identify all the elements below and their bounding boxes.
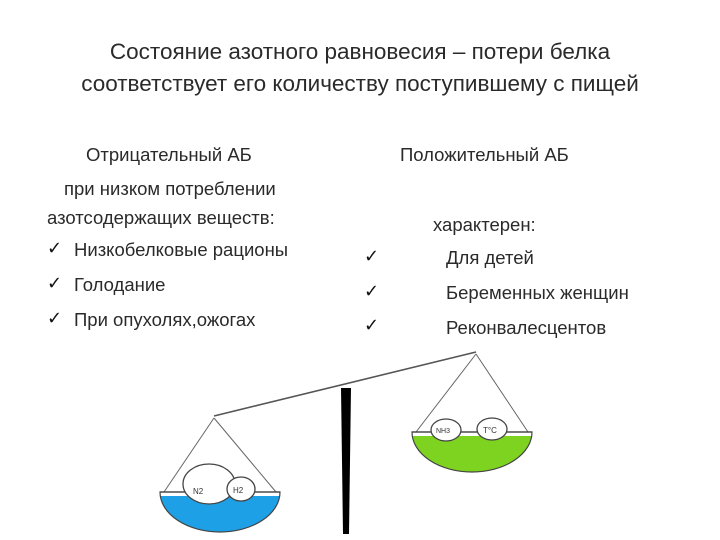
title-line-1: Состояние азотного равновесия – потери белка — [109, 39, 611, 64]
check-icon: ✓ — [364, 246, 380, 267]
negative-item-1: Низкобелковые рационы — [74, 239, 289, 260]
positive-item-2: Беременных женщин — [446, 282, 629, 303]
right-pan-liquid — [412, 436, 532, 476]
h2-label: H2 — [233, 486, 244, 495]
positive-heading: Положительный АБ — [400, 144, 569, 165]
scale-stand — [341, 388, 351, 534]
positive-item-1: Для детей — [446, 247, 534, 268]
negative-heading: Отрицательный АБ — [86, 144, 252, 165]
nh3-label: NH3 — [436, 428, 451, 435]
n2-molecule-circle — [183, 464, 235, 504]
temperature-label: T°C — [483, 426, 497, 435]
check-icon: ✓ — [364, 281, 380, 302]
n2-label: N2 — [193, 487, 204, 496]
negative-item-3: При опухолях,ожогах — [74, 309, 256, 330]
check-icon: ✓ — [364, 315, 380, 336]
positive-item-3: Реконвалесцентов — [446, 317, 607, 338]
title-line-2: соответствует его количеству поступившему с пищей — [81, 71, 639, 96]
negative-condition-line-2: азотсодержащих веществ: — [47, 207, 275, 228]
left-pan — [160, 418, 280, 536]
check-icon: ✓ — [47, 273, 63, 294]
check-icon: ✓ — [47, 238, 63, 259]
positive-characteristic: характерен: — [433, 214, 536, 235]
negative-item-2: Голодание — [74, 274, 166, 295]
right-pan — [412, 354, 532, 476]
check-icon: ✓ — [47, 308, 63, 329]
negative-condition-line-1: при низком потреблении — [64, 178, 276, 199]
